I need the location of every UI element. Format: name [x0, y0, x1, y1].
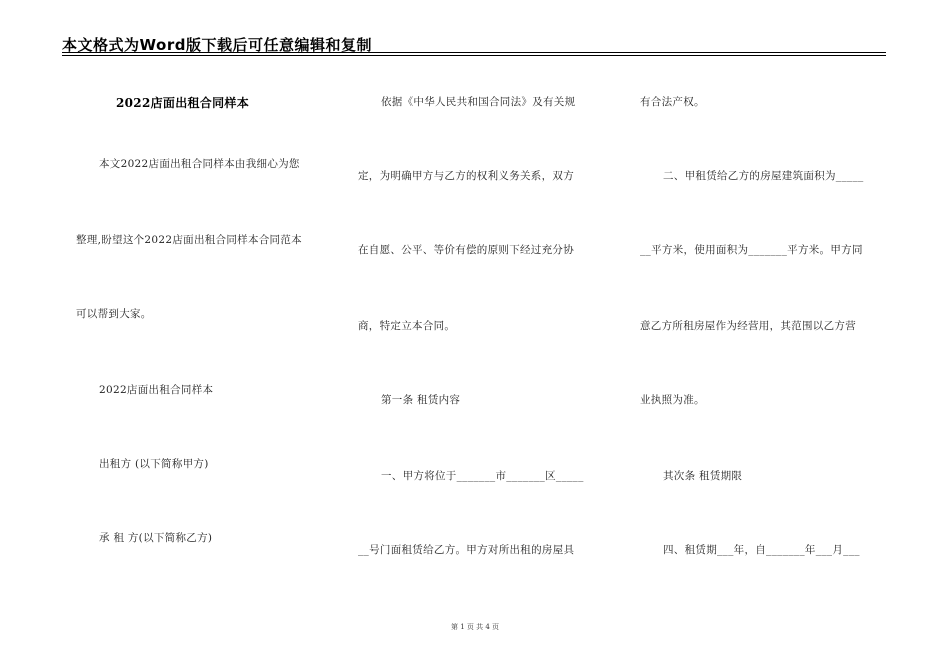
col2-line-4: 商，特定立本合同。	[358, 320, 456, 332]
header-rule	[62, 52, 886, 53]
article-2-heading: 其次条 租赁期限	[663, 470, 743, 482]
header-rule-thin	[62, 55, 886, 56]
col2-line-5: 一、甲方将位于_______市_______区_____	[381, 470, 584, 482]
col3-line-4: 意乙方所租房屋作为经营用，其范围以乙方营	[640, 320, 856, 332]
col3-line-3: __平方米，使用面积为_______平方米。甲方同	[640, 244, 863, 256]
intro-line-2: 整理,盼望这个2022店面出租合同样本合同范本	[76, 234, 302, 246]
intro-line-3: 可以帮到大家。	[76, 308, 152, 320]
col3-line-5: 业执照为准。	[640, 394, 705, 406]
col2-line-3: 在自愿、公平、等价有偿的原则下经过充分协	[358, 244, 574, 256]
col3-line-2: 二、甲租赁给乙方的房屋建筑面积为_____	[663, 170, 864, 182]
document-header: 本文格式为Word版下载后可任意编辑和复制	[62, 36, 372, 54]
col2-line-2: 定，为明确甲方与乙方的权利义务关系，双方	[358, 170, 574, 182]
lessee-label: 承 租 方(以下简称乙方)	[99, 532, 213, 544]
page-number: 第 1 页 共 4 页	[450, 623, 500, 631]
intro-line-1: 本文2022店面出租合同样本由我细心为您	[99, 158, 300, 170]
col2-line-6: __号门面租赁给乙方。甲方对所出租的房屋具	[358, 544, 575, 556]
col2-line-1: 依据《中华人民共和国合同法》及有关规	[381, 96, 576, 108]
section-subtitle: 2022店面出租合同样本	[99, 384, 214, 396]
col3-line-6: 四、租赁期___年，自_______年___月___	[663, 544, 860, 556]
document-title: 2022店面出租合同样本	[116, 96, 249, 110]
lessor-label: 出租方 (以下简称甲方)	[99, 458, 209, 470]
col3-line-1: 有合法产权。	[640, 96, 705, 108]
article-1-heading: 第一条 租赁内容	[381, 394, 461, 406]
